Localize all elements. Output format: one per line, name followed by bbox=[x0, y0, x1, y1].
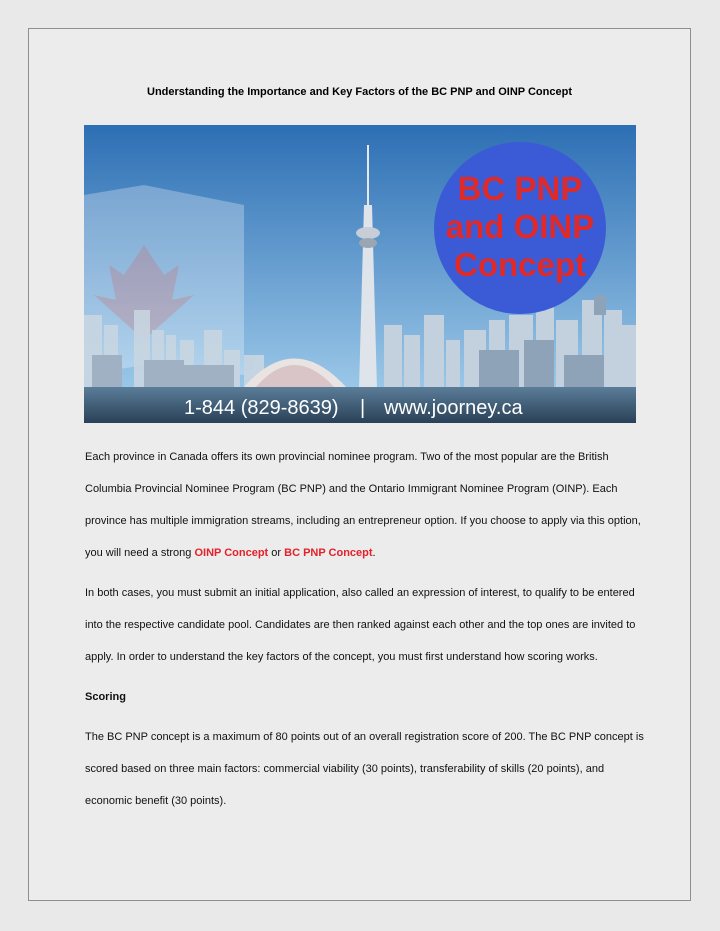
contact-separator: | bbox=[360, 397, 366, 419]
document-body bbox=[85, 441, 645, 825]
bc-pnp-concept-link[interactable]: BC PNP Concept bbox=[284, 547, 373, 559]
paragraph-scoring: The BC PNP concept is a maximum of 80 points out of an overall registration score of 200. The BC PNP concept is scored based on three main factors: commercial viability (30 points), transferability of skills (20 points), and economic benefit (30 points). bbox=[85, 731, 644, 807]
paragraph-intro-end: . bbox=[372, 547, 376, 559]
contact-phone: 1-844 (829-8639) bbox=[184, 397, 339, 419]
oinp-concept-link[interactable]: OINP Concept bbox=[194, 547, 269, 559]
contact-website: www.joorney.ca bbox=[384, 397, 523, 419]
paragraph-intro-text: Each province in Canada offers its own provincial nominee program. Two of the most popular are the British Columbia Provincial Nominee Program (BC PNP) and the Ontario Immigrant Nominee Program (OINP). Each province has multiple immigration streams, including an entrepreneur option. If you choose to apply via this option, you will need a strong bbox=[85, 451, 641, 559]
document-page bbox=[28, 28, 691, 901]
heading-scoring: Scoring bbox=[85, 691, 126, 703]
hero-image bbox=[84, 125, 636, 423]
badge-line-2: and OINP bbox=[445, 208, 595, 245]
badge-line-3: Concept bbox=[454, 246, 586, 283]
document-title: Understanding the Importance and Key Factors of the BC PNP and OINP Concept bbox=[147, 86, 572, 98]
paragraph-intro-or: or bbox=[268, 547, 285, 559]
paragraph-application: In both cases, you must submit an initial application, also called an expression of interest, to qualify to be entered into the respective candidate pool. Candidates are then ranked against each other and the top ones are invited to apply. In order to understand the key factors of the concept, you must first understand how scoring works. bbox=[85, 587, 636, 663]
paragraph-intro bbox=[85, 441, 645, 569]
badge-line-1: BC PNP bbox=[457, 170, 583, 207]
